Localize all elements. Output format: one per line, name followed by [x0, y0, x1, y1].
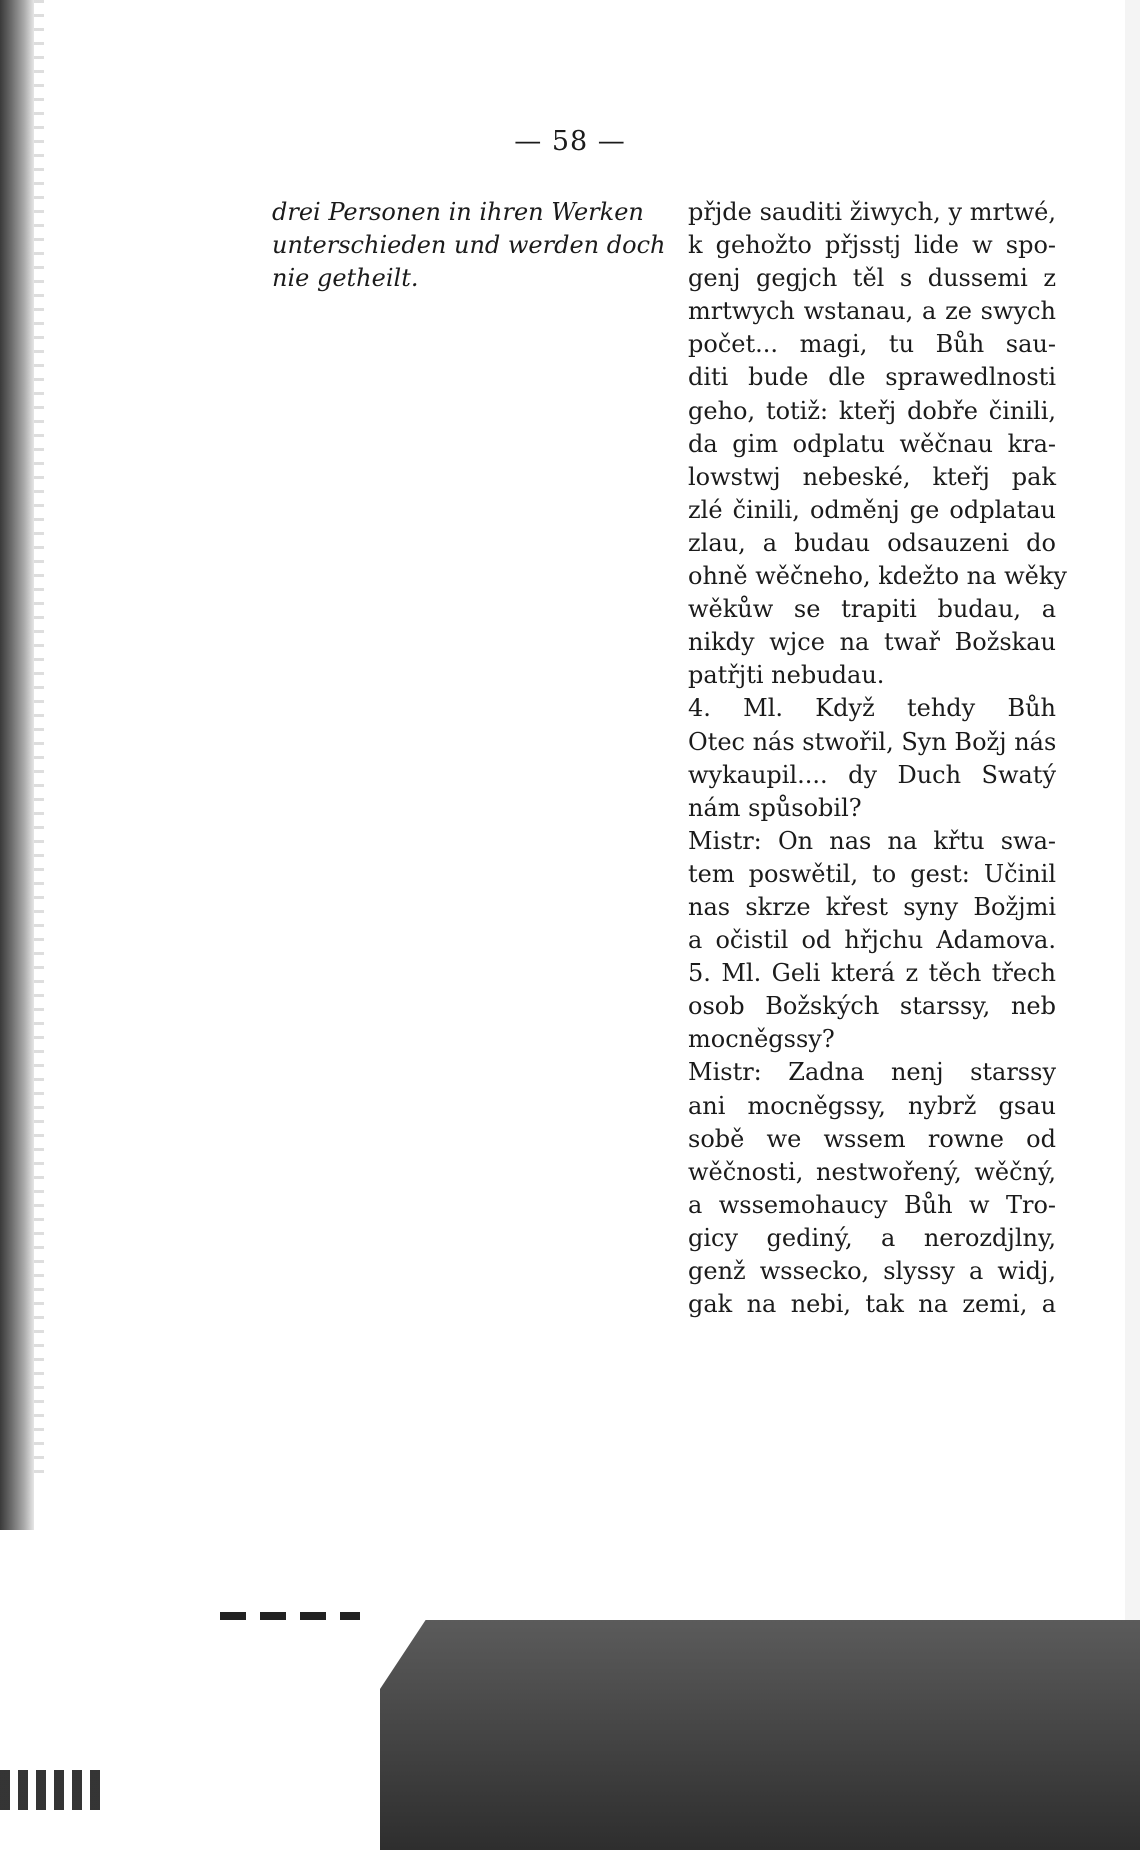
text-line: da gim odplatu wěčnau kra-: [688, 429, 1056, 458]
text-line: k gehožto přjsstj lide w spo-: [688, 231, 1056, 260]
text-line: geho, totiž: kteřj dobře činili,: [688, 396, 1056, 425]
text-line: a wssemohaucy Bůh w Tro-: [688, 1190, 1056, 1219]
text-line: zlé činili, odměnj ge odplatau: [688, 495, 1056, 524]
text-line: patřjti nebudau.: [688, 661, 885, 690]
text-line: ani mocněgssy, nybrž gsau: [688, 1091, 1056, 1120]
text-line: tem poswětil, to gest: Učinil: [688, 859, 1056, 888]
text-line: gicy gediný, a nerozdjlny,: [688, 1223, 1056, 1252]
text-line: nám spůsobil?: [688, 793, 862, 822]
text-line: Mistr: Zadna nenj starssy: [688, 1058, 1056, 1087]
page-right-edge: [1125, 0, 1140, 1620]
text-line: nikdy wjce na twař Božskau: [688, 628, 1056, 657]
text-line: nie getheilt.: [272, 264, 419, 292]
text-line: Otec nás stwořil, Syn Božj nás: [688, 727, 1057, 756]
text-line: unterschieden und werden doch: [272, 231, 666, 259]
book-binding-edge: [0, 0, 34, 1530]
binding-shadow-lines: [34, 0, 44, 1480]
text-line: sobě we wssem rowne od: [688, 1124, 1056, 1153]
text-line: gak na nebi, tak na zemi, a: [688, 1290, 1056, 1319]
text-line: 4. Ml. Když tehdy Bůh: [688, 694, 1056, 723]
text-line: Mistr: On nas na křtu swa-: [688, 826, 1056, 855]
text-line: 5. Ml. Geli která z těch třech: [688, 959, 1056, 988]
text-line: zlau, a budau odsauzeni do: [688, 528, 1056, 557]
text-line: ohně wěčneho, kdežto na wěky: [688, 562, 1067, 591]
page-number: — 58 —: [514, 126, 626, 157]
scan-artifact-corner: [0, 1770, 100, 1810]
text-line: a očistil od hřjchu Adamova.: [688, 926, 1056, 955]
scan-background-dark-region: [380, 1620, 1140, 1850]
text-line: přjde sauditi žiwych, y mrtwé,: [688, 198, 1056, 226]
left-column-german-text: [272, 196, 666, 295]
text-line: osob Božských starssy, neb: [688, 992, 1056, 1021]
text-line: wěkůw se trapiti budau, a: [688, 595, 1056, 624]
text-line: drei Personen in ihren Werken: [272, 198, 644, 226]
text-line: počet... magi, tu Bůh sau-: [688, 330, 1056, 359]
text-line: diti bude dle sprawedlnosti: [688, 363, 1056, 392]
text-line: lowstwj nebeské, kteřj pak: [688, 462, 1056, 491]
text-line: wěčnosti, nestwořený, wěčný,: [688, 1157, 1056, 1186]
text-line: nas skrze křest syny Božjmi: [688, 892, 1056, 921]
scan-artifact-dashes: [220, 1612, 360, 1620]
text-line: wykaupil.... dy Duch Swatý: [688, 760, 1056, 789]
text-line: genj gegjch těl s dussemi z: [688, 264, 1056, 293]
right-column-czech-text: [688, 196, 1067, 1321]
text-line: mocněgssy?: [688, 1025, 835, 1054]
text-line: mrtwych wstanau, a ze swych: [688, 297, 1056, 326]
text-line: genž wssecko, slyssy a widj,: [688, 1257, 1056, 1285]
